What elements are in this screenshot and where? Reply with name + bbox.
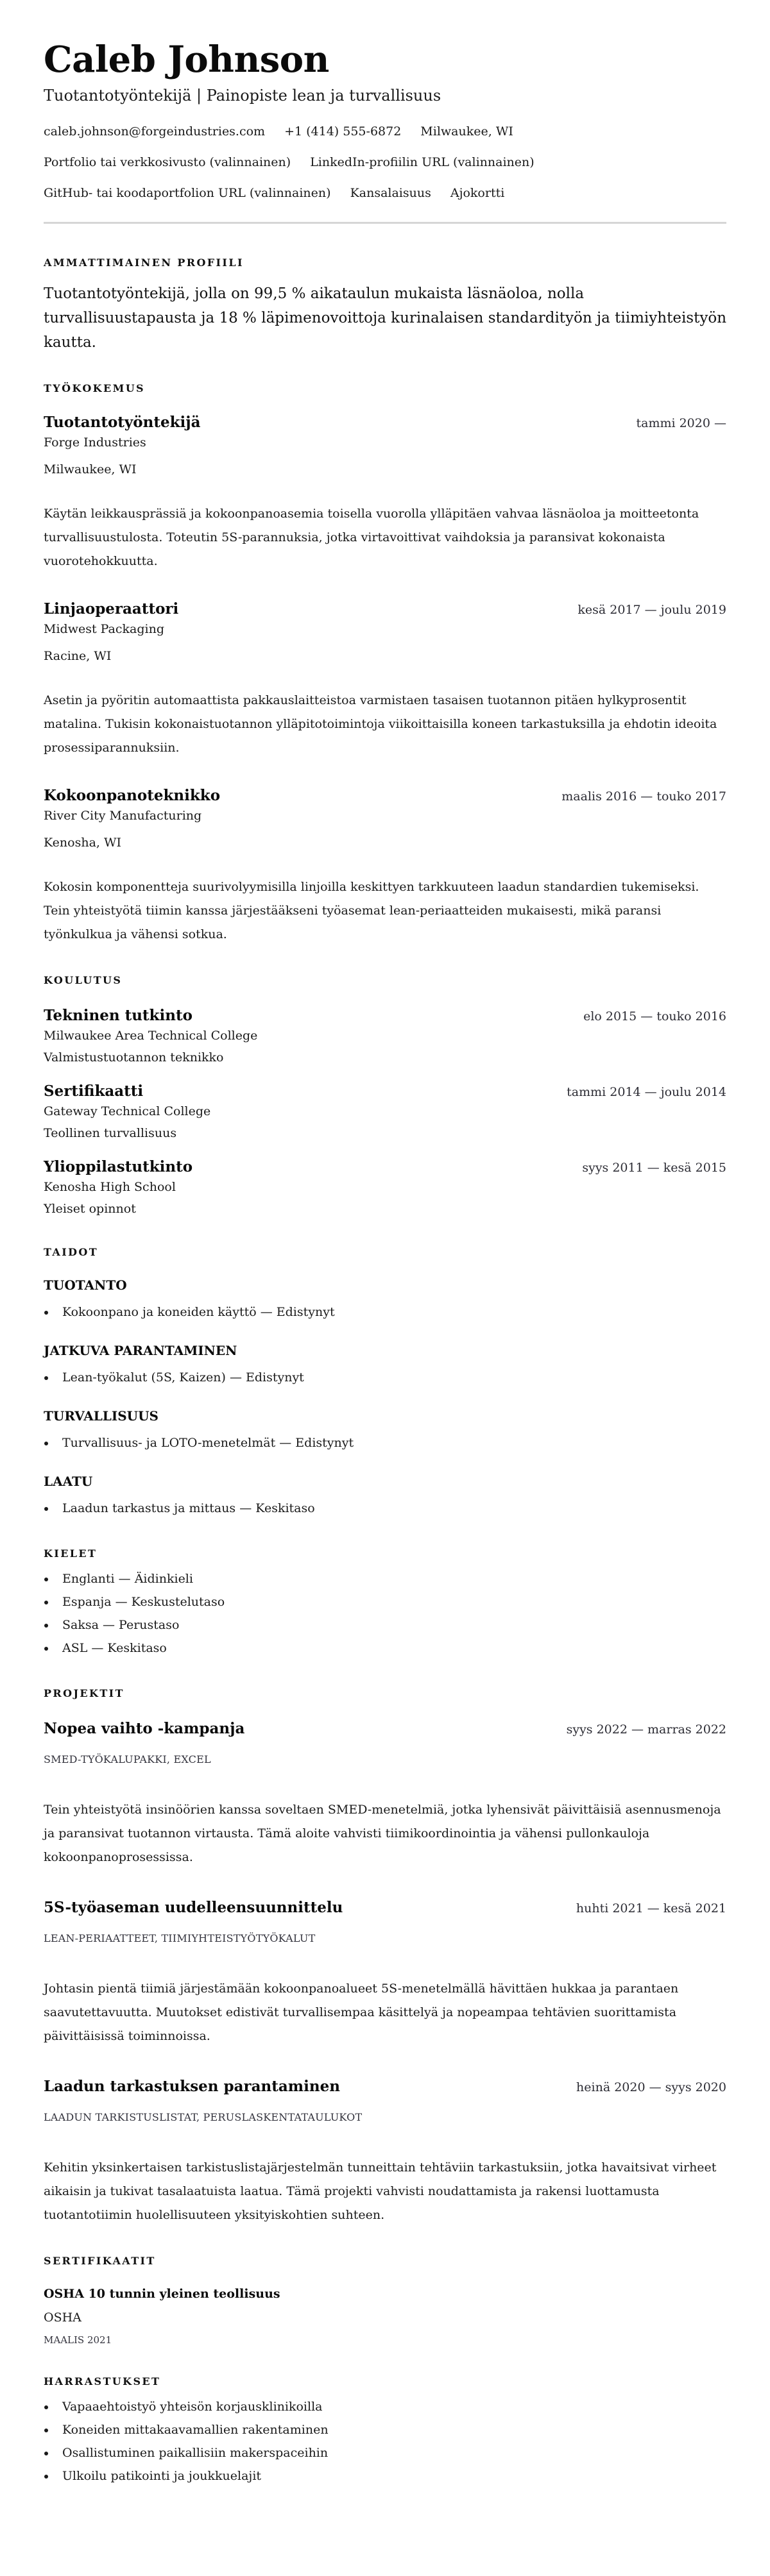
section-skills — [44, 1245, 726, 1520]
hobby-item: Vapaaehtoistyö yhteisön korjausklinikoilla — [44, 2395, 726, 2418]
job-date: kesä 2017 — joulu 2019 — [578, 603, 726, 617]
project-entry — [44, 1898, 726, 2048]
certification-entry — [44, 2285, 726, 2348]
job-description: Asetin ja pyöritin automaattista pakkauslaitteistoa varmistaen tasaisen tuotannon pitäen hylkyprosentit matalina. Tukisin kokonaistuotannon ylläpitotoimintoja viikoittaisilla koneen tarkastuksilla ja ehdotin ideoita prosessiparannuksiin. — [44, 693, 717, 755]
skill-category-title: TURVALLISUUS — [44, 1408, 158, 1424]
contact-row-extra — [44, 185, 726, 201]
project-title: Laadun tarkastuksen parantaminen — [44, 2078, 340, 2095]
education-entry — [44, 1157, 726, 1218]
education-header — [44, 1081, 726, 1102]
education-degree: Tekninen tutkinto — [44, 1007, 193, 1024]
section-title-certifications: SERTIFIKAATIT — [44, 2255, 156, 2267]
contact-row-links — [44, 154, 726, 171]
skill-category-title: TUOTANTO — [44, 1277, 127, 1293]
project-date: syys 2022 — marras 2022 — [566, 1722, 726, 1737]
contact-drivers-license: Ajokortti — [450, 186, 505, 200]
skill-category-title: JATKUVA PARANTAMINEN — [44, 1343, 237, 1358]
education-degree: Sertifikaatti — [44, 1082, 144, 1100]
section-title-education: KOULUTUS — [44, 974, 123, 986]
contact-portfolio-link[interactable]: Portfolio tai verkkosivusto (valinnainen) — [44, 155, 291, 169]
language-item: Saksa — Perustaso — [44, 1613, 726, 1637]
contact-email[interactable]: caleb.johnson@forgeindustries.com — [44, 124, 266, 139]
hobby-item: Koneiden mittakaavamallien rakentaminen — [44, 2418, 726, 2441]
job-title: Linjaoperaattori — [44, 600, 179, 618]
resume-header — [44, 37, 726, 201]
job-entry — [44, 786, 726, 947]
section-title-skills: TAIDOT — [44, 1246, 99, 1258]
section-languages — [44, 1547, 726, 1660]
section-hobbies — [44, 2375, 726, 2488]
language-list — [44, 1567, 726, 1660]
section-education — [44, 973, 726, 1218]
skill-category-title: LAATU — [44, 1474, 93, 1489]
project-tags: LEAN-PERIAATTEET, TIIMIYHTEISTYÖTYÖKALUT — [44, 1932, 316, 1944]
certification-issuer: OSHA — [44, 2311, 81, 2325]
job-description: Käytän leikkausprässiä ja kokoonpanoasemia toisella vuorolla ylläpitäen vahvaa läsnäoloa ja moitteetonta turvallisuustulosta. Toteutin 5S-parannuksia, jotka virtavoittivat vaihdoksia ja paransivat kokonaista vuorotehokkuutta. — [44, 507, 699, 568]
project-entry — [44, 1719, 726, 1869]
job-title: Kokoonpanoteknikko — [44, 787, 221, 804]
skill-list — [44, 1497, 726, 1520]
project-description: Tein yhteistyötä insinöörien kanssa soveltaen SMED-menetelmiä, jotka lyhensivät päivittäisiä asennusmenoja ja paransivat tuotannon virtausta. Tämä aloite vahvisti tiimikoordinointia ja vähensi pullonkauloja kokoonpanoprosessissa. — [44, 1803, 721, 1864]
certification-date: MAALIS 2021 — [44, 2334, 112, 2346]
section-projects — [44, 1687, 726, 2227]
contact-linkedin-link[interactable]: LinkedIn-profiilin URL (valinnainen) — [310, 155, 535, 169]
job-location: Kenosha, WI — [44, 836, 122, 850]
education-school: Milwaukee Area Technical College — [44, 1029, 258, 1043]
job-location: Racine, WI — [44, 649, 112, 663]
contact-location: Milwaukee, WI — [420, 124, 513, 139]
section-title-profile: AMMATTIMAINEN PROFIILI — [44, 257, 244, 269]
education-degree: Ylioppilastutkinto — [44, 1158, 193, 1175]
skill-list — [44, 1301, 726, 1324]
section-title-hobbies: HARRASTUKSET — [44, 2375, 161, 2387]
certification-name: OSHA 10 tunnin yleinen teollisuus — [44, 2287, 280, 2301]
project-date: heinä 2020 — syys 2020 — [576, 2080, 726, 2094]
language-item: ASL — Keskitaso — [44, 1637, 726, 1660]
section-profile — [44, 256, 726, 355]
skill-item: Turvallisuus- ja LOTO-menetelmät — Edistynyt — [44, 1431, 726, 1454]
contact-citizenship: Kansalaisuus — [350, 186, 431, 200]
project-title: 5S-työaseman uudelleensuunnittelu — [44, 1899, 343, 1916]
education-field: Teollinen turvallisuus — [44, 1126, 177, 1140]
project-header — [44, 1898, 726, 1918]
job-header — [44, 412, 726, 433]
project-entry — [44, 2076, 726, 2227]
project-date: huhti 2021 — kesä 2021 — [576, 1901, 726, 1915]
education-header — [44, 1006, 726, 1026]
job-header — [44, 599, 726, 619]
job-date: tammi 2020 — — [636, 416, 726, 430]
job-entry — [44, 412, 726, 573]
project-description: Kehitin yksinkertaisen tarkistuslistajärjestelmän tunneittain tehtäviin tarkastuksiin, jotka havaitsivat virheet aikaisin ja tukivat tasalaatuista laatua. Tämä projekti vahvisti noudattamista ja rakensi luottamusta tuotantotiimin huolellisuuteen yksityiskohtien suhteen. — [44, 2160, 717, 2222]
education-date: elo 2015 — touko 2016 — [583, 1009, 726, 1023]
contact-row-primary — [44, 123, 726, 140]
skill-list — [44, 1431, 726, 1454]
hobby-item: Osallistuminen paikallisiin makerspaceihin — [44, 2441, 726, 2464]
job-description: Kokosin komponentteja suurivolyymisilla linjoilla keskittyen tarkkuuteen laadun standardien tukemiseksi. Tein yhteistyötä tiimin kanssa järjestääkseni työasemat lean-periaatteiden mukaisesti, mikä paransi työnkulkua ja vähensi sotkua. — [44, 880, 699, 941]
project-description: Johtasin pientä tiimiä järjestämään kokoonpanoalueet 5S-menetelmällä hävittäen hukkaa ja parantaen saavutettavuutta. Muutokset edistivät turvallisempaa käsittelyä ja nopeampaa tehtävien suorittamista päivittäisissä toiminnoissa. — [44, 1982, 679, 2043]
project-tags: LAADUN TARKISTUSLISTAT, PERUSLASKENTATAULUKOT — [44, 2111, 363, 2123]
job-title: Tuotantotyöntekijä — [44, 414, 201, 431]
language-item: Englanti — Äidinkieli — [44, 1567, 726, 1590]
education-field: Valmistustuotannon teknikko — [44, 1050, 224, 1065]
language-item: Espanja — Keskustelutaso — [44, 1590, 726, 1613]
section-title-experience: TYÖKOKEMUS — [44, 382, 145, 394]
skill-item: Lean-työkalut (5S, Kaizen) — Edistynyt — [44, 1366, 726, 1389]
profile-summary: Tuotantotyöntekijä, jolla on 99,5 % aikataulun mukaista läsnäoloa, nolla turvallisuustapausta ja 18 % läpimenovoittoja kurinalaisen standardityön ja tiimiyhteistyön kautta. — [44, 285, 727, 351]
job-company: Midwest Packaging — [44, 622, 165, 636]
skill-item: Laadun tarkastus ja mittaus — Keskitaso — [44, 1497, 726, 1520]
education-school: Gateway Technical College — [44, 1104, 211, 1118]
contact-github-link[interactable]: GitHub- tai koodaportfolion URL (valinnainen) — [44, 186, 331, 200]
candidate-name: Caleb Johnson — [44, 38, 329, 81]
job-entry — [44, 599, 726, 760]
education-field: Yleiset opinnot — [44, 1202, 136, 1216]
contact-phone[interactable]: +1 (414) 555-6872 — [284, 124, 402, 139]
section-experience — [44, 382, 726, 947]
hobby-list — [44, 2395, 726, 2488]
job-date: maalis 2016 — touko 2017 — [561, 789, 726, 804]
job-company: River City Manufacturing — [44, 809, 202, 823]
section-title-projects: PROJEKTIT — [44, 1687, 124, 1699]
education-date: syys 2011 — kesä 2015 — [582, 1161, 726, 1175]
job-header — [44, 786, 726, 806]
project-tags: SMED-TYÖKALUPAKKI, EXCEL — [44, 1753, 211, 1765]
job-company: Forge Industries — [44, 435, 146, 450]
education-entry — [44, 1081, 726, 1143]
job-location: Milwaukee, WI — [44, 462, 137, 476]
education-school: Kenosha High School — [44, 1180, 176, 1194]
project-header — [44, 2076, 726, 2097]
hobby-item: Ulkoilu patikointi ja joukkuelajit — [44, 2464, 726, 2488]
section-title-languages: KIELET — [44, 1547, 98, 1560]
section-certifications — [44, 2254, 726, 2348]
education-date: tammi 2014 — joulu 2014 — [567, 1085, 726, 1099]
project-title: Nopea vaihto -kampanja — [44, 1720, 245, 1737]
header-divider — [44, 222, 726, 224]
education-header — [44, 1157, 726, 1177]
candidate-headline: Tuotantotyöntekijä | Painopiste lean ja turvallisuus — [44, 87, 441, 105]
skill-list — [44, 1366, 726, 1389]
education-entry — [44, 1006, 726, 1067]
project-header — [44, 1719, 726, 1739]
skill-item: Kokoonpano ja koneiden käyttö — Edistynyt — [44, 1301, 726, 1324]
